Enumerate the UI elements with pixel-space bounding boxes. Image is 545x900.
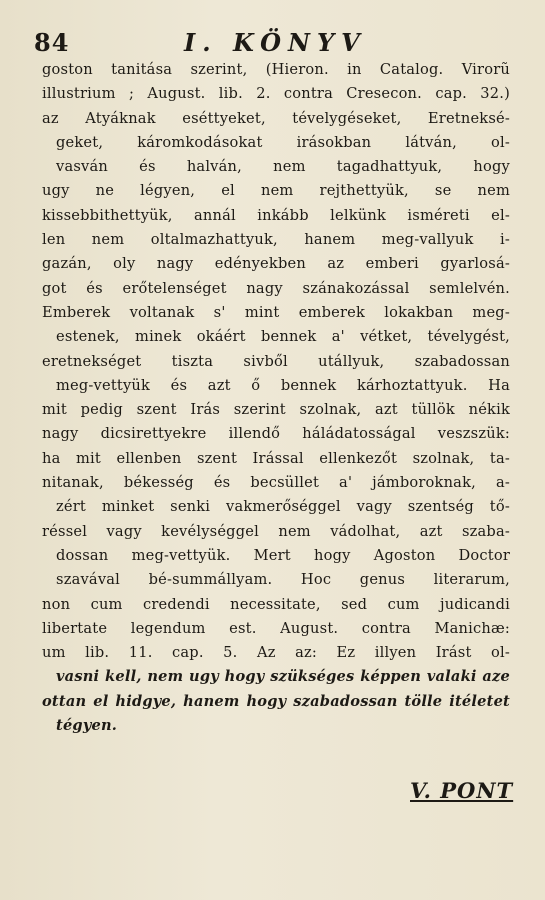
text-line: tégyen. — [56, 717, 118, 735]
text-line: vasni kell, nem ugy hogy szükséges képpen valaki aze — [56, 668, 510, 686]
text-line: zért minket senki vakmerőséggel vagy szentség tő- — [56, 498, 510, 516]
page-number: 84 — [34, 28, 70, 57]
text-line: geket, káromkodásokat irásokban látván, ol- — [56, 133, 510, 151]
text-line: illustrium ; August. lib. 2. contra Cresecon. cap. 32.) — [42, 85, 510, 103]
text-line: kissebbithettyük, annál inkább lelkünk isméreti el- — [42, 206, 510, 224]
text-line: dossan meg-vettyük. Mert hogy Agoston Doctor — [56, 546, 510, 564]
text-line: réssel vagy kevélységgel nem vádolhat, azt szaba- — [42, 522, 510, 540]
text-line: non cum credendi necessitate, sed cum judicandi — [42, 595, 510, 613]
text-line: nitanak, békesség és becsüllet a' jámboroknak, a- — [42, 474, 510, 492]
text-line: got és erőtelenséget nagy szánakozással semlelvén. — [42, 279, 510, 297]
section-mark: V. PONT — [410, 778, 514, 803]
text-line: vasván és halván, nem tagadhattyuk, hogy — [56, 158, 510, 176]
text-line: szavával bé-summállyam. Hoc genus literarum, — [56, 571, 510, 589]
text-line: goston tanitása szerint, (Hieron. in Catalog. Virorũ — [42, 61, 510, 78]
text-line: nagy dicsirettyekre illendő háládatosságal veszszük: — [42, 425, 510, 443]
text-line: ha mit ellenben szent Irással ellenkezőt szolnak, ta- — [42, 449, 510, 467]
text-line: mit pedig szent Irás szerint szolnak, azt tüllök nékik — [42, 401, 510, 419]
text-line: len nem oltalmazhattyuk, hanem meg-vallyuk i- — [42, 231, 510, 249]
text-line: eretnekséget tiszta sivből utállyuk, szabadossan — [42, 352, 510, 370]
body-text — [42, 58, 510, 738]
text-line: Emberek voltanak s' mint emberek lokakban meg- — [42, 303, 510, 321]
text-line: meg-vettyük és azt ő bennek kárhoztattyuk. Ha — [56, 376, 510, 394]
text-line: um lib. 11. cap. 5. Az az: Ez illyen Irást ol- — [42, 644, 510, 662]
running-head: I. KÖNYV — [184, 28, 367, 57]
text-line: libertate legendum est. August. contra Manichæ: — [42, 619, 510, 637]
text-line: estenek, minek okáért bennek a' vétket, tévelygést, — [56, 328, 510, 346]
page-header — [34, 28, 514, 58]
text-line: ottan el hidgye, hanem hogy szabadossan tölle itéletet — [42, 692, 510, 710]
text-line: ugy ne légyen, el nem rejthettyük, se nem — [42, 182, 510, 200]
text-line: gazán, oly nagy edényekben az emberi gyarlosá- — [42, 255, 510, 273]
text-line: az Atyáknak eséttyeket, tévelygéseket, Eretneksé- — [42, 109, 510, 127]
